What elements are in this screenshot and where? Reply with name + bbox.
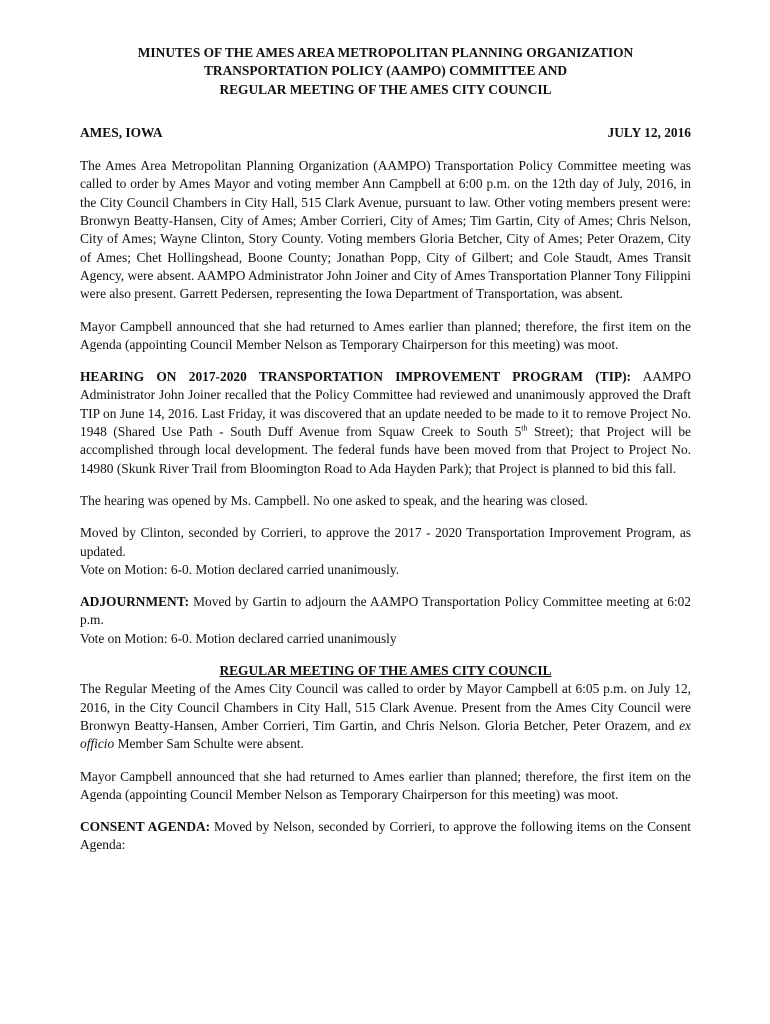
consent-agenda-text: Moved by Nelson, seconded by Corrieri, to approve the following items on the Consent Agenda:	[80, 819, 691, 853]
paragraph-council-call-to-order	[80, 680, 691, 753]
location-date-row	[80, 124, 691, 142]
paragraph-mayor-announcement-council: Mayor Campbell announced that she had returned to Ames earlier than planned; therefore, the first item on the Agenda (appointing Council Member Nelson as Temporary Chairperson for this meeting) was moot.	[80, 768, 691, 802]
paragraph-call-to-order: The Ames Area Metropolitan Planning Organization (AAMPO) Transportation Policy Committee meeting was called to order by Ames Mayor and voting member Ann Campbell at 6:00 p.m. on the 12th day of July, 2016, in the City Council Chambers in City Hall, 515 Clark Avenue, pursuant to law. Other voting members present were: Bronwyn Beatty-Hansen, City of Ames; Amber Corrieri, City of Ames; Tim Gartin, City of Ames; Chris Nelson, City of Ames; Wayne Clinton, Story County. Voting members Gloria Betcher, City of Ames; Peter Orazem, City of Ames; Chet Hollingshead, Boone County; Jonathan Popp, City of Gilbert; and Cole Staudt, Ames Transit Agency, were absent. AAMPO Administrator John Joiner and City of Ames Transportation Planner Tony Filippini were also present. Garrett Pedersen, representing the Iowa Department of Transportation, was absent.	[80, 158, 691, 302]
tip-hearing-text-a: AAMPO Administrator John Joiner recalled that the Policy Committee had reviewed and unanimously approved the Draft TIP on June 14, 2016. Last Friday, it was discovered that an update needed to be made to it to remove Project No. 1948 (Shared Use Path - South Duff Avenue from Squaw Creek to South 5	[80, 369, 691, 440]
title-line-3: REGULAR MEETING OF THE AMES CITY COUNCIL	[219, 81, 552, 97]
consent-agenda-heading: CONSENT AGENDA:	[80, 819, 211, 835]
paragraph-hearing-opened: The hearing was opened by Ms. Campbell. No one asked to speak, and the hearing was closed.	[80, 492, 588, 508]
paragraph-vote-tip: Vote on Motion: 6-0. Motion declared carried unanimously.	[80, 561, 400, 577]
council-text-a: The Regular Meeting of the Ames City Council was called to order by Mayor Campbell at 6:05 p.m. on July 12, 2016, in the City Council Chambers in City Hall, 515 Clark Avenue. Present from the Ames City Council were Bronwyn Beatty-Hansen, Amber Corrieri, Tim Gartin, and Chris Nelson. Gloria Betcher, Peter Orazem, and	[80, 681, 691, 733]
tip-hearing-text-b: Street); that Project will be accomplished through local development. The federal funds have been moved from that Project to Project No. 14980 (Skunk River Trail from Bloomington Road to Ada Hayden Park); that Project is planned to bid this fall.	[80, 424, 691, 476]
paragraph-mayor-announcement: Mayor Campbell announced that she had returned to Ames earlier than planned; therefore, the first item on the Agenda (appointing Council Member Nelson as Temporary Chairperson for this meeting) was moot.	[80, 318, 691, 352]
council-section-heading: REGULAR MEETING OF THE AMES CITY COUNCIL	[219, 663, 552, 679]
meeting-date: JULY 12, 2016	[607, 124, 691, 140]
document-title	[80, 44, 691, 99]
title-line-2: TRANSPORTATION POLICY (AAMPO) COMMITTEE AND	[203, 63, 568, 79]
council-text-b: Member Sam Schulte were absent.	[114, 736, 304, 752]
adjournment-heading: ADJOURNMENT:	[80, 594, 190, 610]
paragraph-vote-adjournment: Vote on Motion: 6-0. Motion declared carried unanimously	[80, 630, 397, 646]
title-line-1: MINUTES OF THE AMES AREA METROPOLITAN PLANNING ORGANIZATION	[137, 45, 634, 60]
council-italic-term: ex officio	[80, 717, 691, 752]
paragraph-motion-tip: Moved by Clinton, seconded by Corrieri, to approve the 2017 - 2020 Transportation Improvement Program, as updated.	[80, 525, 691, 559]
tip-hearing-superscript: th	[521, 423, 528, 433]
paragraph-tip-hearing	[80, 368, 691, 478]
paragraph-adjournment	[80, 593, 691, 630]
document-page	[80, 44, 691, 855]
meeting-location: AMES, IOWA	[80, 124, 163, 140]
paragraph-consent-agenda	[80, 818, 691, 855]
adjournment-text: Moved by Gartin to adjourn the AAMPO Transportation Policy Committee meeting at 6:02 p.m.	[80, 594, 691, 628]
tip-hearing-heading: HEARING ON 2017-2020 TRANSPORTATION IMPROVEMENT PROGRAM (TIP):	[80, 369, 632, 385]
